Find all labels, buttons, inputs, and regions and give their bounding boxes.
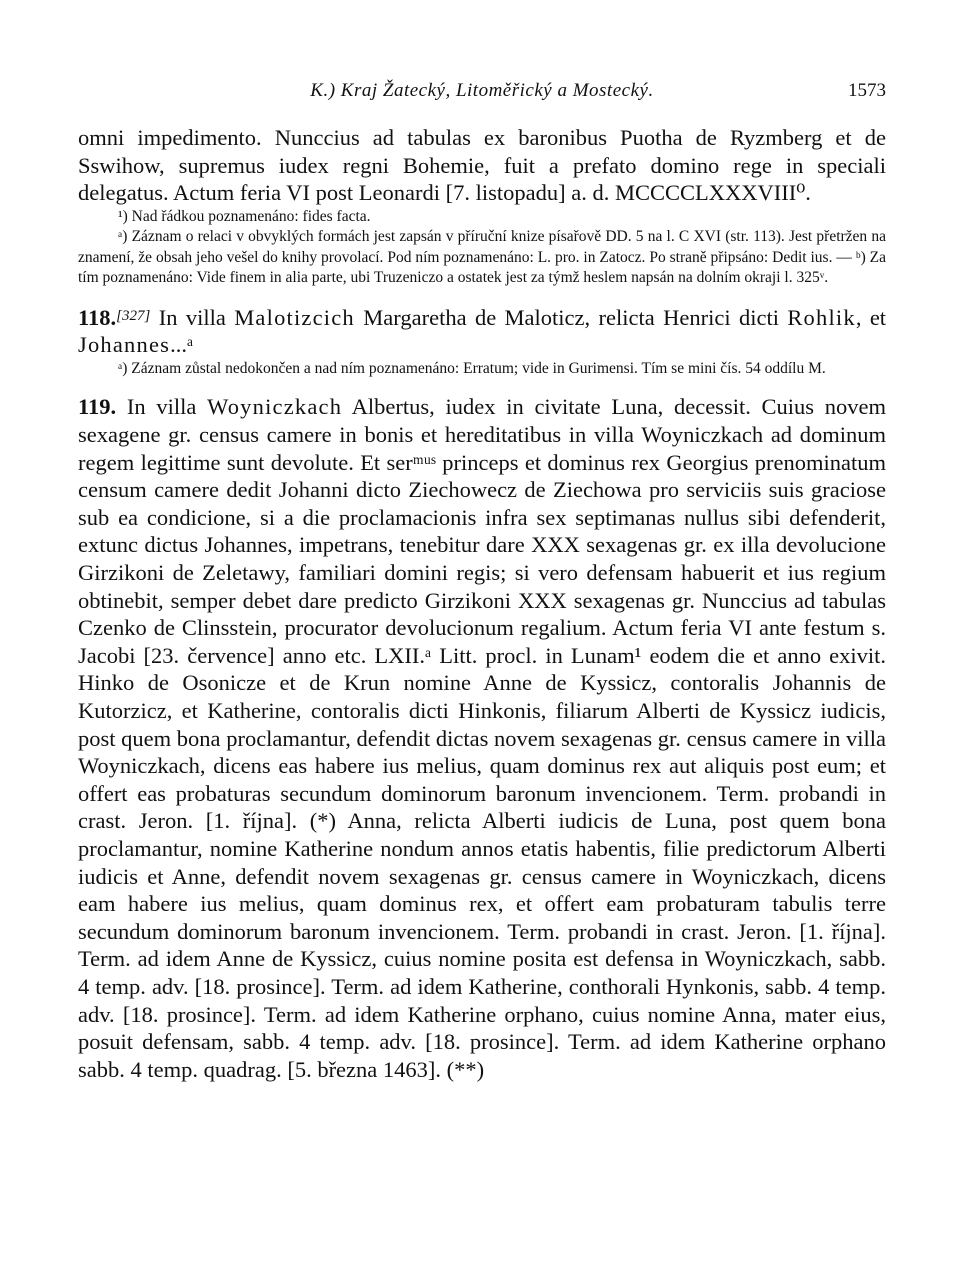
running-title: K.) Kraj Žatecký, Litoměřický a Mostecký. bbox=[310, 80, 654, 101]
page-number: 1573 bbox=[848, 80, 886, 101]
entry-119-number: 119. bbox=[78, 394, 117, 420]
entry-118-text-4: ...ᵃ bbox=[170, 332, 194, 358]
entry-119-place: Woyniczkach bbox=[207, 394, 343, 420]
footnote-118-a: ᵃ) Záznam zůstal nedokončen a nad ním poznamenáno: Erratum; vide in Gurimensi. Tím se mini čís. 54 oddílu M. bbox=[118, 359, 826, 377]
entry-118-folio: [327] bbox=[116, 307, 151, 324]
entry-118-text-2: Margaretha de Maloticz, relicta Henrici dicti bbox=[363, 304, 779, 330]
footnote-117-1: ¹) Nad řádkou poznamenáno: fides facta. bbox=[118, 207, 371, 225]
entry-118-text-1: In villa bbox=[158, 304, 226, 330]
entry-119-text: Albertus, iudex in civitate Luna, decessit. Cuius novem sexagene gr. census camere in bonis et hereditatibus in villa Woyniczkach ad dominum regem legittime sunt devolute. Et serᵐᵘˢ princeps et dominus rex Georgius prenominatum censum camere dedit Johanni dicto Ziechowecz de Ziechowa pro serviciis suis graciose sub ea condicione, si a die proclamacionis infra sex septimanas nullus sibi defenderit, extunc dictus Johannes, impetrans, tenebitur dare XXX sexagenas gr. ex illa devolucione Girzikoni de Zeletawy, familiari domini regis; si vero defensam habuerit et ius regium obtinebit, semper debet dare predicto Girzikoni XXX sexagenas gr. Nunccius ad tabulas Czenko de Clinsstein, procurator devolucionum regalium. Actum feria VI ante festum s. Jacobi [23. července] anno etc. LXII.ᵃ Litt. procl. in Lunam¹ eodem die et anno exivit. Hinko de Osonicze et de Krun nomine Anne de Kyssicz, contoralis Johannis de Kutorzicz, et Katherine, contoralis dicti Hinkonis, filiarum Alberti de Kyssicz iudicis, post quem bona proclamantur, defendit dictas novem sexagenas gr. census camere in villa Woyniczkach, dicens eas habere ius melius, quam dominus rex aut aliquis post eum; et offert eas probaturas secundum dominorum baronum invencionem. Term. probandi in crast. Jeron. [1. října]. (*) Anna, relicta Alberti iudicis de Luna, post quem bona proclamantur, nomine Katherine nondum annos etatis habentis, filie predictorum Alberti iudicis et Anne, defendit novem sexagenas gr. census camere in Woyniczkach, dicens eam habere ius melius, quam dominus rex, et offert eam probaturam tabulis terre secundum dominorum baronum invencionem. Term. probandi in crast. Jeron. [1. října]. Term. ad idem Anne de Kyssicz, cuius nomine posita est defensa in Woyniczkach, sabb. 4 temp. adv. [18. prosince]. Term. ad idem Katherine, conthorali Hynkonis, sabb. 4 temp. adv. [18. prosince]. Term. ad idem Katherine orphano, cuius nomine Anna, mater eius, posuit defensam, sabb. 4 temp. adv. [18. prosince]. Term. ad idem Katherine orphano sabb. 4 temp. quadrag. [5. března 1463]. (**) bbox=[78, 394, 887, 1082]
entry-118-number: 118. bbox=[78, 304, 117, 330]
entry-118-name-1: Rohlik bbox=[787, 304, 856, 330]
entry-119 bbox=[78, 393, 886, 1083]
entry-118-text-3: , et bbox=[855, 304, 887, 330]
footnote-117-a: ᵃ) Záznam o relaci v obvyklých formách jest zapsán v příruční knize písařově DD. 5 na l. C XVI (str. 113). Jest přetržen na znamení, že obsah jeho vešel do knihy provolací. Pod ním poznamenáno: L. pro. in Zatocz. Po straně připsáno: Dedit ius. — ᵇ) Za tím poznamenáno: Vide finem in alia parte, ubi Truzeniczo a ostatek jest za týmž heslem napsán na dolním okraji l. 325ᵛ. bbox=[78, 228, 886, 287]
page-header bbox=[78, 80, 886, 114]
entry-118-place: Malotizcich bbox=[234, 304, 355, 330]
entry-118-name-2: Johannes bbox=[78, 332, 171, 358]
document-page bbox=[78, 80, 886, 1083]
entry-118 bbox=[78, 303, 886, 359]
entry-117-continuation: omni impedimento. Nunccius ad tabulas ex baronibus Puotha de Ryzmberg et de Sswihow, supremus iudex regni Bohemie, fuit a prefato domino rege in speciali delegatus. Actum feria VI post Leonardi [7. listopadu] a. d. MCCCCLXXXVIII⁰. bbox=[78, 125, 886, 206]
entry-119-intro: In villa bbox=[126, 394, 197, 420]
